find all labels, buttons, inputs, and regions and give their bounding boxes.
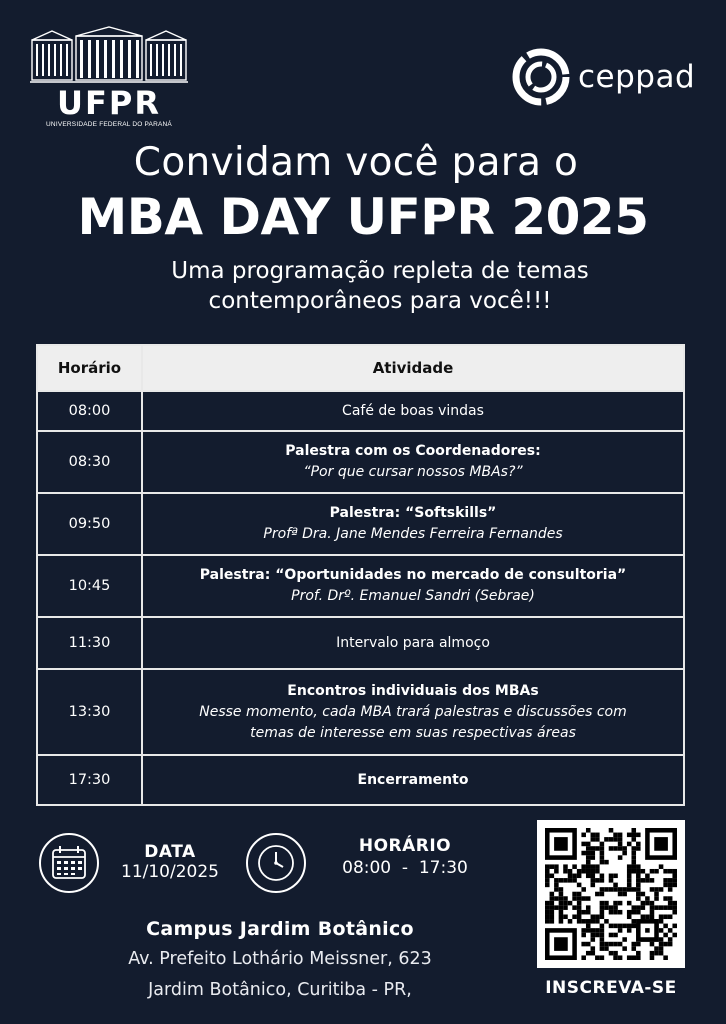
agenda-time: 11:30 bbox=[37, 617, 142, 669]
agenda-row bbox=[37, 391, 684, 431]
activity-title: Encontros individuais dos MBAs bbox=[287, 682, 539, 699]
ceppad-logo-text: ceppad bbox=[578, 59, 696, 95]
address-line-1: Av. Prefeito Lothário Meissner, 623 bbox=[128, 949, 432, 969]
activity-text: Café de boas vindas bbox=[342, 402, 484, 419]
ufpr-logo bbox=[30, 26, 188, 128]
agenda-time: 08:00 bbox=[37, 391, 142, 431]
agenda-row bbox=[37, 755, 684, 805]
qr-code-icon bbox=[545, 828, 677, 960]
date-label: DATA bbox=[144, 842, 196, 862]
agenda-row bbox=[37, 555, 684, 617]
agenda-time: 09:50 bbox=[37, 493, 142, 555]
agenda-body bbox=[37, 391, 684, 805]
activity-title: Palestra: “Oportunidades no mercado de consultoria” bbox=[199, 567, 627, 583]
agenda-time: 17:30 bbox=[37, 755, 142, 805]
activity-detail: temas de interesse em suas respectivas áreas bbox=[250, 724, 576, 741]
ceppad-logo bbox=[512, 48, 695, 106]
agenda-time: 08:30 bbox=[37, 431, 142, 493]
agenda-activity bbox=[142, 431, 684, 493]
university-building-icon bbox=[30, 26, 188, 84]
calendar-icon bbox=[38, 832, 100, 894]
agenda-row bbox=[37, 431, 684, 493]
agenda-activity bbox=[142, 493, 684, 555]
agenda-row bbox=[37, 669, 684, 755]
agenda-activity bbox=[142, 391, 684, 431]
event-subtitle bbox=[100, 256, 660, 316]
event-title: MBA DAY UFPR 2025 bbox=[77, 188, 649, 246]
activity-title: Palestra com os Coordenadores: bbox=[285, 443, 541, 459]
ceppad-ring-icon bbox=[512, 48, 570, 106]
agenda-row bbox=[37, 617, 684, 669]
agenda-time: 10:45 bbox=[37, 555, 142, 617]
activity-text: Intervalo para almoço bbox=[336, 634, 490, 651]
agenda-table bbox=[36, 344, 685, 806]
ufpr-logo-subtitle: UNIVERSIDADE FEDERAL DO PARANÁ bbox=[46, 121, 172, 128]
subtitle-line-1: Uma programação repleta de temas bbox=[171, 258, 589, 284]
agenda-activity bbox=[142, 669, 684, 755]
time-label: HORÁRIO bbox=[358, 836, 452, 856]
activity-detail: Profª Dra. Jane Mendes Ferreira Fernandes bbox=[263, 526, 563, 542]
time-value: 08:00 - 17:30 bbox=[342, 858, 468, 878]
activity-detail: “Por que cursar nossos MBAs?” bbox=[303, 464, 523, 480]
signup-label: INSCREVA-SE bbox=[545, 978, 677, 998]
activity-detail: Nesse momento, cada MBA trará palestras e discussões com bbox=[199, 703, 627, 720]
invite-line: Convidam você para o bbox=[133, 140, 579, 185]
agenda-activity bbox=[142, 617, 684, 669]
subtitle-line-2: contemporâneos para você!!! bbox=[208, 288, 552, 314]
activity-detail: Prof. Drº. Emanuel Sandri (Sebrae) bbox=[291, 588, 535, 604]
agenda-activity bbox=[142, 555, 684, 617]
clock-icon bbox=[245, 832, 307, 894]
ufpr-logo-text: UFPR bbox=[57, 84, 161, 122]
signup-qr-code[interactable] bbox=[537, 820, 685, 968]
date-value: 11/10/2025 bbox=[121, 862, 219, 882]
agenda-time: 13:30 bbox=[37, 669, 142, 755]
campus-name: Campus Jardim Botânico bbox=[146, 918, 414, 940]
activity-title: Encerramento bbox=[357, 771, 469, 788]
header-time: Horário bbox=[37, 345, 142, 391]
agenda-row bbox=[37, 493, 684, 555]
address-line-2: Jardim Botânico, Curitiba - PR, bbox=[148, 980, 412, 1000]
agenda-header-row bbox=[37, 345, 684, 391]
activity-title: Palestra: “Softskills” bbox=[329, 505, 497, 521]
header-activity: Atividade bbox=[142, 345, 684, 391]
agenda-activity bbox=[142, 755, 684, 805]
